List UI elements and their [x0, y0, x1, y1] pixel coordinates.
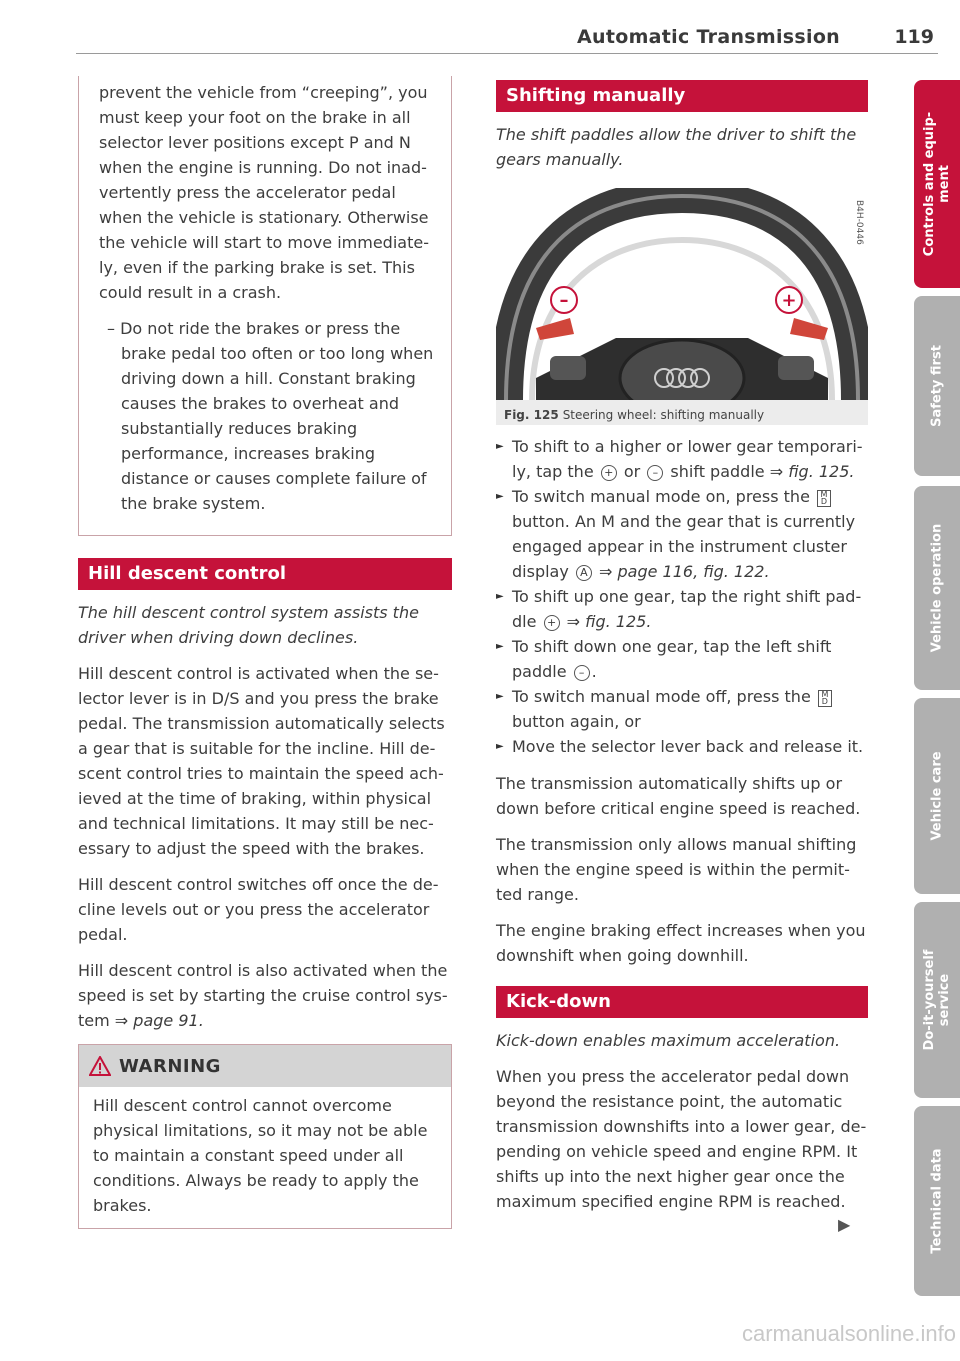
left-column — [78, 76, 452, 1229]
tab-vehicle-care[interactable] — [914, 698, 960, 894]
paragraph-auto-shift: The transmission automatically shifts up or down before critical engine speed is reached. — [496, 774, 861, 818]
tab-label: Vehicle care — [929, 751, 945, 841]
step-text: To switch manual mode on, press the — [512, 487, 810, 506]
page-number: 119 — [894, 26, 934, 48]
steering-wheel-illustration — [496, 188, 868, 400]
step-text: or — [623, 462, 641, 481]
instruction-list — [496, 434, 868, 759]
paddle-minus-label: – — [559, 290, 569, 311]
minus-paddle-marker — [551, 287, 577, 313]
tab-vehicle-operation[interactable] — [914, 486, 960, 690]
paragraph-manual-range: The transmission only allows manual shifting when the engine speed is within the permitted range. — [496, 835, 857, 904]
list-item — [496, 484, 868, 584]
tab-label: Do-it-yourself service — [922, 949, 952, 1051]
hill-descent-paragraph-1: Hill descent control is activated when the selector lever is in D/S and you press the brake pedal. The transmission automatically selects a gear that is suitable for the incline. Hill descent control tries to maintain the speed achieved at the time of braking, within physical and technical limitations. It may still be necessary to adjust the speed with the brakes. — [78, 664, 445, 858]
step-text: shift paddle — [670, 462, 765, 481]
page-reference[interactable]: ⇒ page 116, fig. 122. — [599, 562, 770, 581]
step-text: . — [591, 662, 597, 681]
creep-warning-text: prevent the vehicle from “creeping”, you must keep your foot on the brake in all selector lever positions except P and N when the engine is running. Do not inadvertently press the accelerator pedal when the vehicle is stationary. Otherwise the vehicle will start to move immediately, even if the parking brake is set. This could result in a crash. — [99, 83, 429, 302]
tab-label: Vehicle operation — [929, 523, 945, 653]
hill-p3-text: Hill descent control is also activated when the speed is set by starting the cruise control system — [78, 961, 448, 1030]
right-column — [496, 80, 868, 1225]
hill-descent-paragraph-2: Hill descent control switches off once the decline levels out or you press the accelerator pedal. — [78, 875, 439, 944]
tab-do-it-yourself-service[interactable] — [914, 902, 960, 1098]
tab-label: Technical data — [929, 1148, 945, 1254]
key-symbol-top: M — [820, 490, 828, 499]
list-item — [496, 434, 868, 484]
tab-controls-and-equipment[interactable] — [914, 80, 960, 288]
page-header — [76, 22, 938, 54]
key-symbol-bottom: D — [821, 697, 828, 706]
minus-symbol-icon: – — [647, 465, 663, 481]
chapter-title: Automatic Transmission — [577, 26, 840, 48]
list-item: ► Move the selector lever back and release it. — [496, 734, 868, 759]
warning-box — [78, 1044, 452, 1229]
continue-arrow-icon: ▶ — [838, 1215, 851, 1234]
hill-descent-intro: The hill descent control system assists the driver when driving down declines. — [78, 603, 419, 647]
tab-label: Safety first — [929, 345, 945, 427]
step-text: To switch manual mode off, press the — [512, 687, 811, 706]
key-symbol-top: M — [821, 690, 829, 699]
warning-continuation — [78, 76, 452, 536]
plus-paddle-marker — [776, 287, 802, 313]
plus-symbol-icon: + — [544, 615, 560, 631]
tab-label: Controls and equip- ment — [922, 111, 952, 257]
kick-down-heading: Kick-down — [496, 986, 868, 1018]
figure-reference[interactable]: ⇒ fig. 125. — [769, 462, 855, 481]
hill-descent-heading: Hill descent control — [78, 558, 452, 590]
key-symbol-bottom: D — [820, 497, 828, 506]
shifting-manually-heading: Shifting manually — [496, 80, 868, 112]
step-text: To shift to a higher or lower gear temporarily, tap the — [512, 437, 863, 481]
warning-text: Hill descent control cannot overcome physical limitations, so it may not be able to maintain a constant speed under all conditions. Always be ready to apply the brakes. — [93, 1096, 428, 1215]
figure-caption — [496, 400, 868, 425]
warning-triangle-icon — [89, 1056, 111, 1076]
kick-down-intro: Kick-down enables maximum acceleration. — [496, 1031, 841, 1050]
minus-symbol-icon: – — [574, 665, 590, 681]
list-item — [496, 584, 868, 634]
brake-warning-text: – Do not ride the brakes or press the brake pedal too often or too long when driving down a hill. Constant braking causes the brakes to overheat and substantially reduces braking performance, increases braking distance or causes complete failure of the brake system. — [107, 319, 434, 513]
list-item — [496, 634, 868, 684]
manual-mode-button-icon — [818, 690, 832, 707]
plus-symbol-icon: + — [601, 465, 617, 481]
step-text: button. An M and the gear that is currently engaged appear in the instrument cluster display — [512, 512, 856, 581]
warning-title: WARNING — [119, 1055, 221, 1077]
figure-reference[interactable]: ⇒ fig. 125. — [566, 612, 652, 631]
callout-a-icon: A — [576, 565, 592, 581]
step-text: To shift up one gear, tap the right shift paddle — [512, 587, 862, 631]
kick-down-paragraph: When you press the accelerator pedal down beyond the resistance point, the automatic transmission downshifts into a lower gear, depending on vehicle speed and engine RPM. It shifts up into the next higher gear once the maximum specified engine RPM is reached. — [496, 1067, 867, 1211]
figure-code: B4H-0446 — [854, 200, 864, 245]
page-reference[interactable]: ⇒ page 91. — [114, 1011, 204, 1030]
figure-caption-text: Steering wheel: shifting manually — [562, 408, 765, 422]
hill-descent-paragraph-3 — [78, 958, 452, 1033]
step-text: To shift down one gear, tap the left shift paddle — [512, 637, 832, 681]
list-item — [496, 684, 868, 734]
figure-label: Fig. 125 — [504, 408, 559, 422]
warning-header — [79, 1045, 451, 1087]
watermark: carmanualsonline.info — [741, 1321, 956, 1346]
paragraph-engine-braking: The engine braking effect increases when you downshift when going downhill. — [496, 921, 866, 965]
steering-wheel-figure — [496, 188, 868, 424]
manual-mode-button-icon — [817, 490, 831, 507]
tab-safety-first[interactable] — [914, 296, 960, 476]
shifting-manually-intro: The shift paddles allow the driver to shift the gears manually. — [496, 125, 857, 169]
header-rule — [76, 53, 938, 54]
paddle-plus-label: + — [781, 290, 797, 311]
step-text: button again, or — [512, 712, 641, 731]
tab-technical-data[interactable] — [914, 1106, 960, 1296]
